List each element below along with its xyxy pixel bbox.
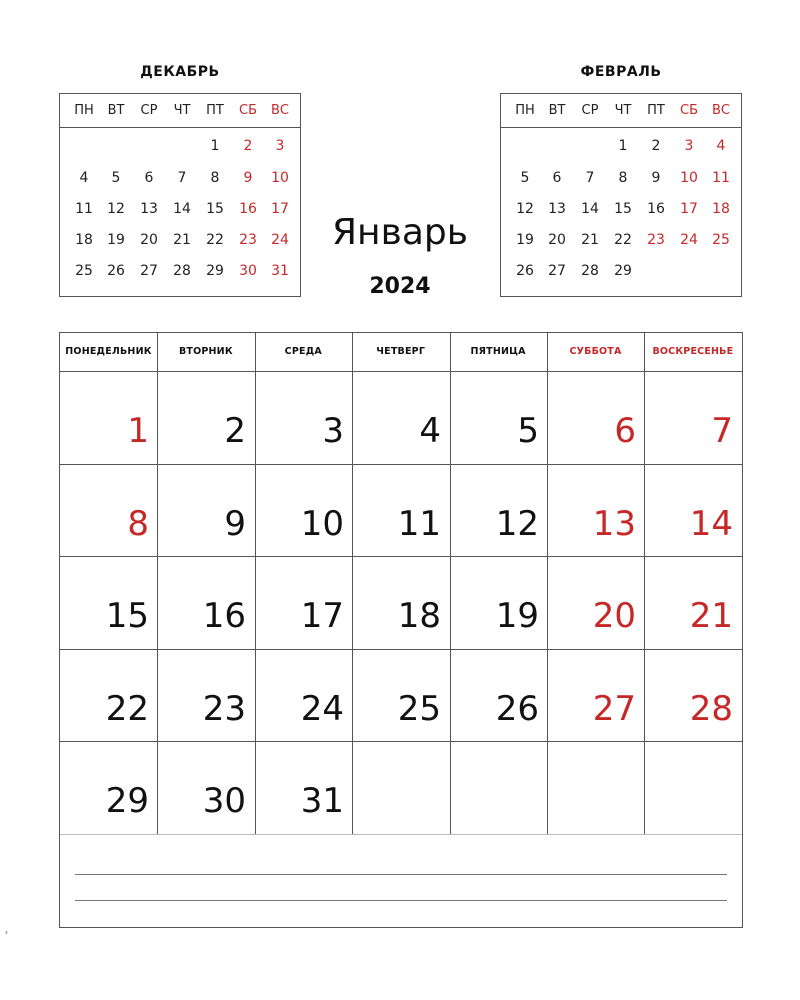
column-divider — [547, 333, 548, 834]
next-month-title: ФЕВРАЛЬ — [580, 64, 662, 80]
weekday-header-2: ВТОРНИК — [178, 346, 233, 357]
row-divider — [60, 741, 742, 742]
prev-month-day: 1 — [210, 138, 220, 154]
next-month-weekday-label: ВС — [712, 103, 730, 118]
prev-month-day: 8 — [210, 170, 220, 186]
prev-month-day: 12 — [107, 201, 125, 217]
corner-mark: з — [5, 930, 8, 936]
next-month-weekday-label: ПН — [515, 103, 535, 118]
prev-month-day: 14 — [173, 201, 191, 217]
day-cell[interactable]: 4 — [419, 411, 441, 451]
prev-month-day: 29 — [206, 263, 224, 279]
weekday-header-1: ПОНЕДЕЛЬНИК — [65, 346, 152, 357]
day-cell[interactable]: 28 — [689, 689, 733, 729]
prev-month-day: 20 — [140, 232, 158, 248]
prev-month-weekday-label: ВС — [271, 103, 289, 118]
next-month-day: 21 — [581, 232, 599, 248]
next-month-day: 4 — [716, 138, 726, 154]
prev-month-day: 15 — [206, 201, 224, 217]
prev-month-day: 31 — [271, 263, 289, 279]
prev-month-day: 10 — [271, 170, 289, 186]
header-divider — [60, 371, 742, 372]
day-cell[interactable]: 21 — [689, 596, 733, 636]
prev-month-day: 3 — [275, 138, 285, 154]
next-month-day: 12 — [516, 201, 534, 217]
day-cell[interactable]: 25 — [397, 689, 441, 729]
prev-month-day: 26 — [107, 263, 125, 279]
day-cell[interactable]: 1 — [127, 411, 149, 451]
next-month-day: 16 — [647, 201, 665, 217]
weekday-header-3: СРЕДА — [284, 346, 322, 357]
day-cell[interactable]: 15 — [105, 596, 149, 636]
notes-area[interactable] — [60, 833, 742, 927]
notes-line — [75, 874, 727, 875]
next-month-day: 27 — [548, 263, 566, 279]
notes-line — [75, 900, 727, 901]
prev-month-title: ДЕКАБРЬ — [140, 64, 220, 80]
prev-month-day: 22 — [206, 232, 224, 248]
next-month-day: 29 — [614, 263, 632, 279]
next-month-weekday-label: СБ — [680, 103, 698, 118]
next-month-day: 17 — [680, 201, 698, 217]
prev-month-day: 18 — [75, 232, 93, 248]
prev-month-weekday-header — [60, 94, 300, 128]
column-divider — [644, 333, 645, 834]
next-month-day: 13 — [548, 201, 566, 217]
prev-month-day: 24 — [271, 232, 289, 248]
next-month-day: 14 — [581, 201, 599, 217]
prev-month-day: 9 — [243, 170, 253, 186]
day-cell[interactable]: 24 — [300, 689, 344, 729]
day-cell[interactable]: 2 — [224, 411, 246, 451]
day-cell[interactable]: 29 — [105, 781, 149, 821]
day-cell[interactable]: 19 — [495, 596, 539, 636]
prev-month-day: 17 — [271, 201, 289, 217]
weekday-header-7: ВОСКРЕСЕНЬЕ — [652, 346, 734, 357]
day-cell[interactable]: 13 — [592, 504, 636, 544]
next-month-day: 26 — [516, 263, 534, 279]
column-divider — [157, 333, 158, 834]
next-month-day: 10 — [680, 170, 698, 186]
next-month-day: 25 — [712, 232, 730, 248]
day-cell[interactable]: 6 — [614, 411, 636, 451]
prev-month-day: 7 — [177, 170, 187, 186]
day-cell[interactable]: 8 — [127, 504, 149, 544]
prev-month-day: 25 — [75, 263, 93, 279]
next-month-day: 9 — [651, 170, 661, 186]
day-cell[interactable]: 27 — [592, 689, 636, 729]
next-month-weekday-label: ПТ — [647, 103, 665, 118]
prev-month-day: 27 — [140, 263, 158, 279]
day-cell[interactable]: 3 — [322, 411, 344, 451]
prev-month-day: 30 — [239, 263, 257, 279]
prev-month-day: 23 — [239, 232, 257, 248]
prev-month-day: 11 — [75, 201, 93, 217]
prev-month-weekday-label: ВТ — [107, 103, 125, 118]
prev-month-day: 28 — [173, 263, 191, 279]
day-cell[interactable]: 10 — [300, 504, 344, 544]
year-title: 2024 — [369, 274, 431, 299]
prev-month-weekday-label: ЧТ — [173, 103, 191, 118]
day-cell[interactable]: 17 — [300, 596, 344, 636]
day-cell[interactable]: 31 — [300, 781, 344, 821]
prev-month-day: 2 — [243, 138, 253, 154]
day-cell[interactable]: 9 — [224, 504, 246, 544]
prev-month-weekday-label: ПН — [74, 103, 94, 118]
row-divider — [60, 464, 742, 465]
prev-month-day: 5 — [111, 170, 121, 186]
next-month-day: 2 — [651, 138, 661, 154]
day-cell[interactable]: 30 — [202, 781, 246, 821]
next-month-day: 19 — [516, 232, 534, 248]
next-month-calendar — [500, 93, 742, 297]
next-month-day: 5 — [520, 170, 530, 186]
row-divider — [60, 649, 742, 650]
prev-month-day: 4 — [79, 170, 89, 186]
prev-month-day: 16 — [239, 201, 257, 217]
next-month-weekday-header — [501, 94, 741, 128]
column-divider — [352, 333, 353, 834]
next-month-day: 3 — [684, 138, 694, 154]
day-cell[interactable]: 18 — [397, 596, 441, 636]
day-cell[interactable]: 11 — [397, 504, 441, 544]
next-month-day: 11 — [712, 170, 730, 186]
next-month-weekday-label: СР — [581, 103, 599, 118]
day-cell[interactable]: 5 — [517, 411, 539, 451]
prev-month-weekday-label: СР — [140, 103, 158, 118]
prev-month-weekday-label: СБ — [239, 103, 257, 118]
prev-month-day: 6 — [144, 170, 154, 186]
next-month-day: 22 — [614, 232, 632, 248]
next-month-day: 6 — [552, 170, 562, 186]
prev-month-calendar — [59, 93, 301, 297]
day-cell[interactable]: 16 — [202, 596, 246, 636]
weekday-header-5: ПЯТНИЦА — [470, 346, 526, 357]
day-cell[interactable]: 26 — [495, 689, 539, 729]
next-month-day: 20 — [548, 232, 566, 248]
next-month-weekday-label: ЧТ — [614, 103, 632, 118]
day-cell[interactable]: 22 — [105, 689, 149, 729]
next-month-day: 15 — [614, 201, 632, 217]
next-month-weekday-label: ВТ — [548, 103, 566, 118]
next-month-day: 23 — [647, 232, 665, 248]
month-title: Январь — [332, 212, 468, 253]
prev-month-weekday-label: ПТ — [206, 103, 224, 118]
next-month-day: 1 — [618, 138, 628, 154]
next-month-day: 24 — [680, 232, 698, 248]
day-cell[interactable]: 12 — [495, 504, 539, 544]
weekday-header-6: СУББОТА — [569, 346, 622, 357]
next-month-day: 28 — [581, 263, 599, 279]
column-divider — [255, 333, 256, 834]
day-cell[interactable]: 14 — [689, 504, 733, 544]
prev-month-day: 19 — [107, 232, 125, 248]
next-month-day: 8 — [618, 170, 628, 186]
day-cell[interactable]: 23 — [202, 689, 246, 729]
main-calendar-grid — [59, 332, 743, 928]
next-month-day: 18 — [712, 201, 730, 217]
column-divider — [450, 333, 451, 834]
prev-month-day: 21 — [173, 232, 191, 248]
day-cell[interactable]: 20 — [592, 596, 636, 636]
prev-month-day: 13 — [140, 201, 158, 217]
row-divider — [60, 556, 742, 557]
day-cell[interactable]: 7 — [711, 411, 733, 451]
weekday-header-4: ЧЕТВЕРГ — [376, 346, 426, 357]
next-month-day: 7 — [585, 170, 595, 186]
